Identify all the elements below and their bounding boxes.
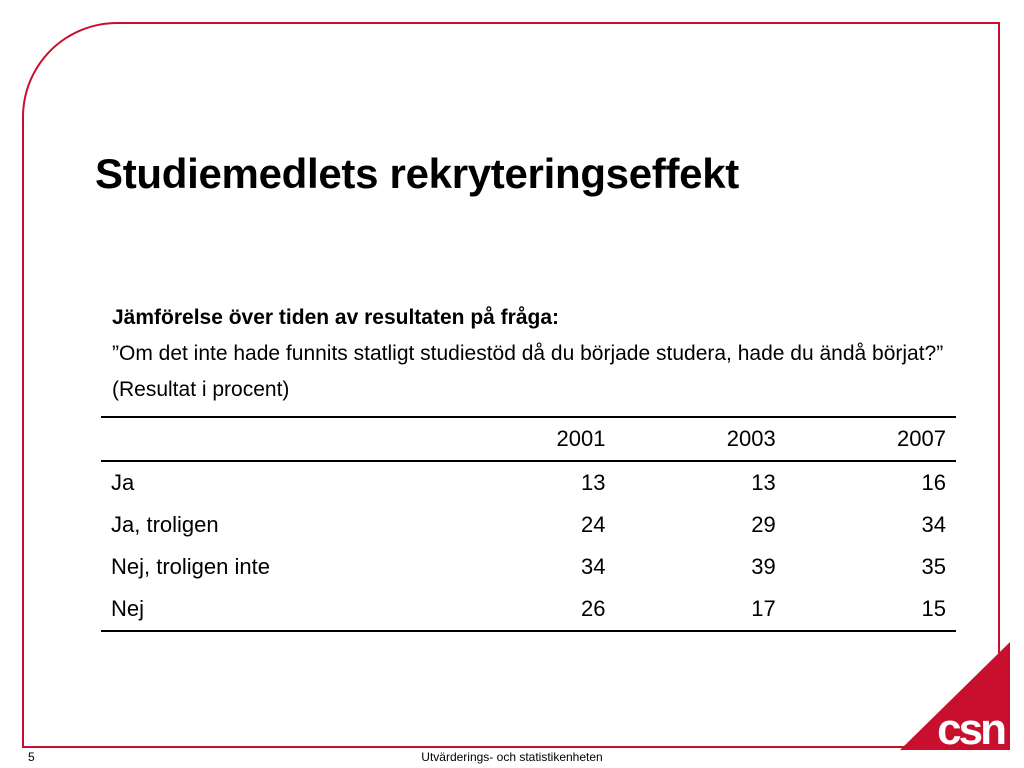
table-row (101, 461, 956, 504)
cell-value: 39 (751, 554, 776, 579)
table-row (101, 504, 956, 546)
table-row (101, 588, 956, 631)
csn-logo (898, 640, 1010, 752)
results-table (101, 416, 956, 632)
cell-value: 26 (581, 596, 606, 621)
cell-value: 16 (921, 470, 946, 495)
header-label-cell (101, 417, 445, 461)
table-header-row (101, 417, 956, 461)
header-year-2003: 2003 (726, 426, 776, 451)
cell-value: 35 (921, 554, 946, 579)
row-label: Nej (111, 596, 145, 621)
question-heading: Jämförelse över tiden av resultaten på fråga: (112, 306, 559, 329)
question-block (112, 300, 972, 408)
table-row (101, 546, 956, 588)
header-year-2001: 2001 (556, 426, 606, 451)
cell-value: 24 (581, 512, 606, 537)
slide-title: Studiemedlets rekryteringseffekt (95, 150, 739, 197)
header-year-2007: 2007 (897, 426, 946, 451)
cell-value: 34 (581, 554, 606, 579)
footer-unit-name: Utvärderings- och statistikenheten (421, 750, 603, 764)
row-label: Nej, troligen inte (111, 554, 270, 579)
cell-value: 34 (921, 512, 946, 537)
cell-value: 17 (751, 596, 776, 621)
cell-value: 29 (751, 512, 776, 537)
question-text: ”Om det inte hade funnits statligt studiestöd då du började studera, hade du ändå börjat?” (Resultat i procent) (112, 342, 944, 401)
footer-divider (22, 746, 932, 748)
row-label: Ja, troligen (111, 512, 219, 537)
cell-value: 13 (751, 470, 776, 495)
logo-text: csn (937, 705, 1004, 752)
row-label: Ja (111, 470, 135, 495)
cell-value: 13 (581, 470, 606, 495)
page-number: 5 (28, 750, 35, 764)
cell-value: 15 (921, 596, 946, 621)
